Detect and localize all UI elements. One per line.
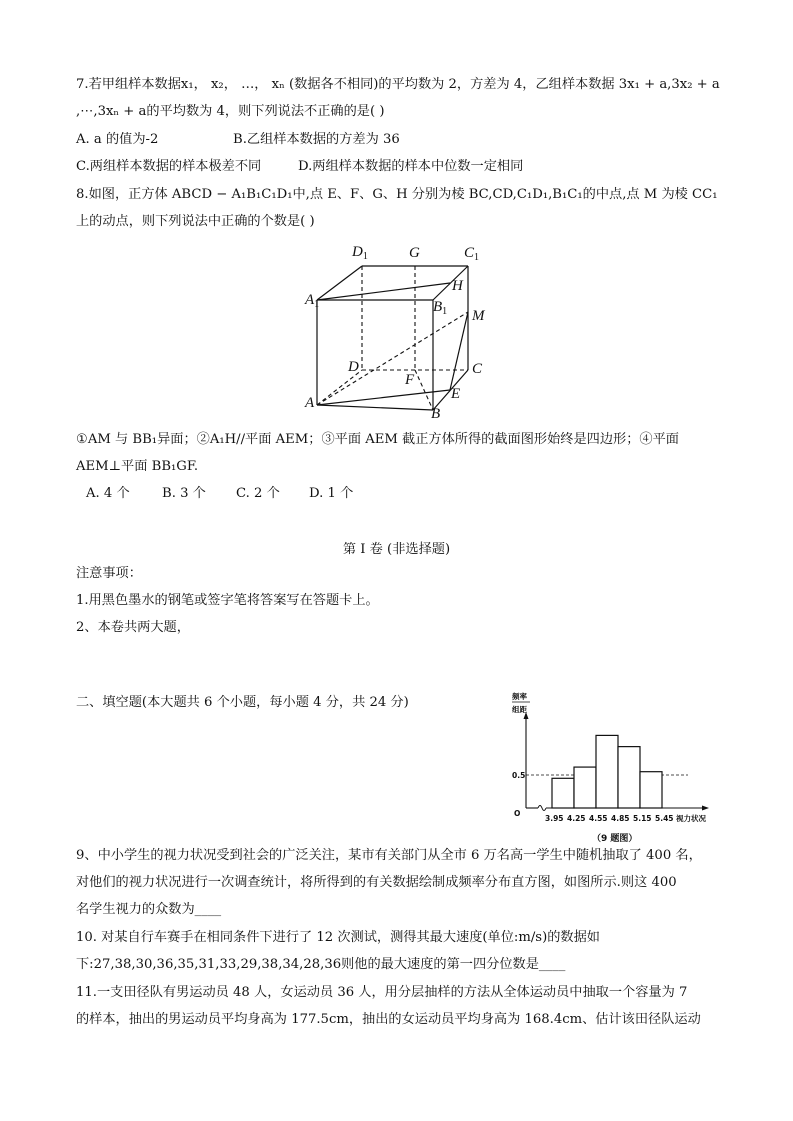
q8-stem-line1: 8.如图，正方体 ABCD − A₁B₁C₁D₁中,点 E、F、G、H 分别为棱 BC,CD,C₁D₁,B₁C₁的中点,点 M 为棱 CC₁ xyxy=(76,187,718,202)
histogram-axis-break xyxy=(538,806,546,811)
q7-stem-line2: ,⋯,3xₙ + a的平均数为 4，则下列说法不正确的是( ) xyxy=(76,104,385,119)
histogram-caption: （9 题图） xyxy=(592,834,638,844)
note-2: 2、本卷共两大题， xyxy=(76,620,190,635)
label-c: C xyxy=(472,361,483,377)
histogram-ylabel-top: 频率 xyxy=(512,692,527,701)
label-g: G xyxy=(409,245,420,261)
q8-option-c: C. 2 个 xyxy=(236,486,280,501)
label-a1: $A_1$ xyxy=(305,292,320,310)
fill-section-header: 二、填空题(本大题共 6 个小题，每小题 4 分，共 24 分) xyxy=(76,695,409,710)
label-c1: $C_1$ xyxy=(464,245,480,263)
histogram-xtick-label: 4.85 xyxy=(611,814,630,823)
q9-line3: 名学生视力的众数为____ xyxy=(76,902,222,917)
edge-ad xyxy=(317,370,362,405)
histogram-bar xyxy=(596,735,618,808)
segment-fb xyxy=(415,370,433,410)
q7-option-d: D.两组样本数据的样本中位数一定相同 xyxy=(298,159,524,174)
q9-line1: 9、中小学生的视力状况受到社会的广泛关注，某市有关部门从全市 6 万名高一学生中随机抽取了 400 名， xyxy=(76,848,702,863)
label-d: D xyxy=(348,359,359,375)
q8-statements-line2: AEM⊥平面 BB₁GF. xyxy=(76,459,199,474)
q10-line1: 10. 对某自行车赛手在相同条件下进行了 12 次测试，测得其最大速度(单位:m/s)的数据如 xyxy=(76,930,600,945)
label-m: M xyxy=(472,308,485,324)
histogram-bar xyxy=(552,778,574,808)
note-1: 1.用黑色墨水的钢笔或签字笔将答案写在答题卡上。 xyxy=(76,593,379,608)
q8-option-a: A. 4 个 xyxy=(86,486,130,501)
histogram-xtick-label: 4.25 xyxy=(567,814,586,823)
histogram-x-arrow xyxy=(702,806,709,811)
q11-line2: 的样本，抽出的男运动员平均身高为 177.5cm，抽出的女运动员平均身高为 168.4cm、估计该田径队运动 xyxy=(76,1012,701,1027)
q9-line2: 对他们的视力状况进行一次调查统计，将所得到的有关数据绘制成频率分布直方图，如图所示.则这 400 xyxy=(76,875,677,890)
histogram-origin: O xyxy=(514,809,521,818)
q8-stem-line2: 上的动点，则下列说法中正确的个数是( ) xyxy=(76,214,315,229)
histogram-bar xyxy=(618,747,640,808)
label-e: E xyxy=(451,386,461,402)
label-f: F xyxy=(405,372,415,388)
label-d1: $D_1$ xyxy=(352,244,368,262)
q11-line1: 11.一支田径队有男运动员 48 人，女运动员 36 人，用分层抽样的方法从全体运动员中抽取一个容量为 7 xyxy=(76,985,688,1000)
histogram-xtick-label: 5.45 xyxy=(655,814,674,823)
q8-option-b: B. 3 个 xyxy=(162,486,206,501)
edge-ab xyxy=(317,405,433,410)
histogram-bar xyxy=(640,772,662,808)
histogram-xtick-label: 5.15 xyxy=(633,814,652,823)
q8-statements-line1: ①AM 与 BB₁异面；②A₁H//平面 AEM；③平面 AEM 截正方体所得的截面图形始终是四边形；④平面 xyxy=(76,432,679,447)
q8-option-d: D. 1 个 xyxy=(309,486,354,501)
histogram-xtick-label: 3.95 xyxy=(545,814,564,823)
q7-option-b: B.乙组样本数据的方差为 36 xyxy=(233,132,400,147)
notes-title: 注意事项： xyxy=(76,566,142,581)
histogram-xlabel: 视力状况 xyxy=(676,814,706,823)
label-b: B xyxy=(431,406,441,420)
histogram-figure xyxy=(508,690,718,850)
histogram-ytick-label: 0.5 xyxy=(512,771,526,780)
cube-figure xyxy=(300,238,500,420)
q7-option-c: C.两组样本数据的样本极差不同 xyxy=(76,159,262,174)
q7-option-a: A. a 的值为-2 xyxy=(76,132,159,147)
label-a: A xyxy=(305,395,315,411)
histogram-xtick-label: 4.55 xyxy=(589,814,608,823)
section-title: 第 I 卷 (非选择题) xyxy=(342,542,451,557)
segment-em xyxy=(450,312,468,390)
label-b1: $B_1$ xyxy=(433,299,448,317)
histogram-bar xyxy=(574,767,596,808)
histogram-ylabel-bottom: 组距 xyxy=(512,705,527,714)
q10-line2: 下:27,38,30,36,35,31,33,29,38,34,28,36则他的最大速度的第一四分位数是____ xyxy=(76,957,566,972)
q7-stem-line1: 7.若甲组样本数据x₁， x₂， …， xₙ (数据各不相同)的平均数为 2，方差为 4，乙组样本数据 3x₁ + a,3x₂ + a xyxy=(76,77,720,92)
label-h: H xyxy=(452,278,463,294)
